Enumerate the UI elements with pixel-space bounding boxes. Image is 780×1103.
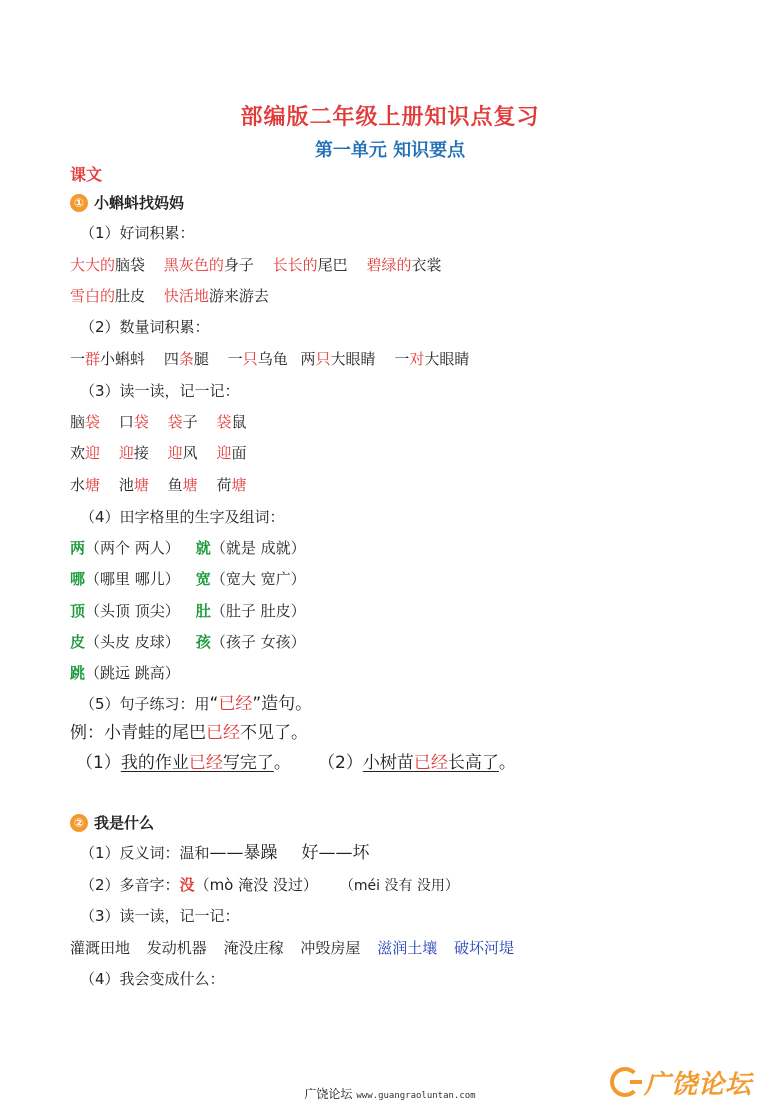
mw-unit: 对	[409, 350, 425, 368]
quote-open: “	[209, 694, 219, 714]
example-text: 不见了。	[240, 723, 308, 743]
char: 鱼	[167, 476, 183, 494]
l1-char-row3	[70, 600, 306, 622]
word-noun: 游来游去	[208, 287, 269, 305]
lesson1-number: ①	[70, 194, 88, 212]
char-key: 袋	[167, 413, 183, 431]
new-char: 宽	[195, 570, 211, 588]
l1-good-words-row1	[70, 254, 441, 276]
char-key: 迎	[216, 444, 232, 462]
word-adj: 快活地	[163, 287, 209, 305]
word-adj: 大大的	[70, 256, 116, 274]
mw-unit: 群	[85, 350, 101, 368]
lesson2-heading	[70, 812, 154, 834]
keyword: 已经	[188, 753, 223, 773]
word-noun: 脑袋	[115, 256, 146, 274]
word-highlight: 破坏河堤	[453, 939, 514, 957]
mw-unit: 条	[178, 350, 194, 368]
char-key: 塘	[85, 476, 101, 494]
new-char: 两	[70, 539, 86, 557]
char-key: 迎	[167, 444, 183, 462]
word-adj: 碧绿的	[366, 256, 412, 274]
keyword: 已经	[413, 753, 448, 773]
char: 脑	[70, 413, 86, 431]
l1-read-row2	[70, 442, 246, 464]
antonym-pair: ——暴躁	[209, 843, 278, 863]
l2-words	[70, 937, 514, 959]
char-key: 迎	[85, 444, 101, 462]
l1-q2: （2）数量词积累：	[80, 318, 210, 336]
mw-num: 一	[227, 350, 243, 368]
l1-example	[70, 722, 308, 744]
l1-q3: （3）读一读，记一记：	[80, 382, 240, 400]
mw-num: 一	[70, 350, 86, 368]
word-noun: 尾巴	[317, 256, 348, 274]
mw-noun: 大眼睛	[330, 350, 376, 368]
char-words: （哪里 哪儿）	[85, 570, 180, 588]
l1-measure-words	[70, 348, 469, 370]
sentence-num: （1）	[76, 753, 121, 773]
word-noun: 身子	[223, 256, 254, 274]
char-words: （头顶 顶尖）	[85, 602, 180, 620]
answer-text: 长高了	[447, 753, 499, 773]
char-key: 塘	[133, 476, 149, 494]
page-title: 部编版二年级上册知识点复习	[240, 105, 540, 130]
l1-char-row1	[70, 537, 306, 559]
word-highlight: 滋润土壤	[377, 939, 438, 957]
polyphone-label: （2）多音字：	[80, 876, 180, 894]
word-adj: 黑灰色的	[163, 256, 224, 274]
char-words: （跳远 跳高）	[85, 664, 180, 682]
char-key: 袋	[85, 413, 101, 431]
answer-text: 我的作业	[120, 753, 189, 773]
sentence-answer	[121, 753, 274, 773]
char-words: （就是 成就）	[210, 539, 306, 557]
l1-char-row4	[70, 631, 306, 653]
char-key: 迎	[118, 444, 134, 462]
new-char: 跳	[70, 664, 86, 682]
new-char: 皮	[70, 633, 86, 651]
answer-text: 小树苗	[362, 753, 414, 773]
period: 。	[498, 753, 516, 773]
keyword: 已经	[218, 694, 253, 714]
word-adj: 雪白的	[70, 287, 116, 305]
word-noun: 衣裳	[411, 256, 442, 274]
l2-q1	[80, 842, 370, 864]
new-char: 顶	[70, 602, 86, 620]
logo-text: 广饶论坛	[644, 1069, 753, 1100]
mw-noun: 大眼睛	[424, 350, 470, 368]
new-char: 孩	[195, 633, 211, 651]
l1-char-row5	[70, 662, 180, 684]
word: 发动机器	[146, 939, 207, 957]
sentence-num: （2）	[318, 753, 363, 773]
q5-end: 造句。	[261, 694, 313, 714]
char: 口	[118, 413, 134, 431]
char-key: 塘	[182, 476, 198, 494]
char: 鼠	[231, 413, 247, 431]
word-adj: 长长的	[272, 256, 318, 274]
lesson1-heading	[70, 192, 184, 214]
l1-sentence-2	[318, 752, 516, 774]
mw-unit: 只	[315, 350, 331, 368]
q5-text: （5）句子练习：用	[80, 695, 210, 713]
section-label: 课文	[70, 165, 103, 184]
page-subtitle: 第一单元 知识要点	[314, 140, 466, 161]
antonym-label: （1）反义词：温和	[80, 844, 210, 862]
mw-noun: 乌龟	[257, 350, 288, 368]
period: 。	[273, 753, 291, 773]
l2-q4: （4）我会变成什么：	[80, 970, 225, 988]
word-noun: 肚皮	[115, 287, 146, 305]
l1-q5	[80, 693, 312, 715]
char-words: （孩子 女孩）	[210, 633, 306, 651]
mw-unit: 只	[242, 350, 258, 368]
l1-char-row2	[70, 568, 306, 590]
quote-close: ”	[252, 694, 262, 714]
lesson2-title: 我是什么	[94, 814, 155, 832]
char-words: （两个 两人）	[85, 539, 180, 557]
char: 欢	[70, 444, 86, 462]
polyphone-reading: （mò 淹没 没过）	[194, 876, 318, 894]
answer-text: 写完了	[222, 753, 274, 773]
char: 接	[133, 444, 149, 462]
l1-q4: （4）田字格里的生字及组词：	[80, 508, 285, 526]
lesson2-number: ②	[70, 814, 88, 832]
footer-url: www.guangraoluntan.com	[356, 1091, 476, 1101]
new-char: 哪	[70, 570, 86, 588]
char-words: （宽大 宽广）	[210, 570, 306, 588]
example-text: 例：小青蛙的尾巴	[70, 723, 206, 743]
l1-read-row3	[70, 474, 246, 496]
char: 荷	[216, 476, 232, 494]
char: 子	[182, 413, 198, 431]
l1-read-row1	[70, 411, 246, 433]
polyphone-reading: （méi 没有 没用）	[339, 878, 459, 894]
char-key: 袋	[133, 413, 149, 431]
l2-q2	[80, 874, 459, 897]
char: 池	[118, 476, 134, 494]
mw-num: 四	[163, 350, 179, 368]
antonym-pair: 好——坏	[301, 843, 370, 863]
new-char: 肚	[195, 602, 211, 620]
l1-good-words-row2	[70, 285, 269, 307]
keyword: 已经	[206, 723, 240, 743]
char: 风	[182, 444, 198, 462]
l1-q1: （1）好词积累：	[80, 224, 195, 242]
char-words: （头皮 皮球）	[85, 633, 180, 651]
char-key: 袋	[216, 413, 232, 431]
word: 冲毁房屋	[300, 939, 361, 957]
lesson1-title: 小蝌蚪找妈妈	[94, 194, 185, 212]
char-words: （肚子 肚皮）	[210, 602, 306, 620]
l2-q3: （3）读一读，记一记：	[80, 907, 240, 925]
new-char: 就	[195, 539, 211, 557]
char: 水	[70, 476, 86, 494]
word: 淹没庄稼	[223, 939, 284, 957]
mw-noun: 腿	[193, 350, 209, 368]
polyphone-char: 没	[179, 876, 195, 894]
mw-num: 两	[300, 350, 316, 368]
sentence-answer	[363, 753, 499, 773]
l1-sentence-1	[76, 752, 291, 774]
char-key: 塘	[231, 476, 247, 494]
mw-num: 一	[394, 350, 410, 368]
word: 灌溉田地	[70, 939, 131, 957]
page-footer	[0, 1085, 780, 1102]
footer-site-name: 广饶论坛	[304, 1087, 353, 1101]
mw-noun: 小蝌蚪	[100, 350, 146, 368]
char: 面	[231, 444, 247, 462]
